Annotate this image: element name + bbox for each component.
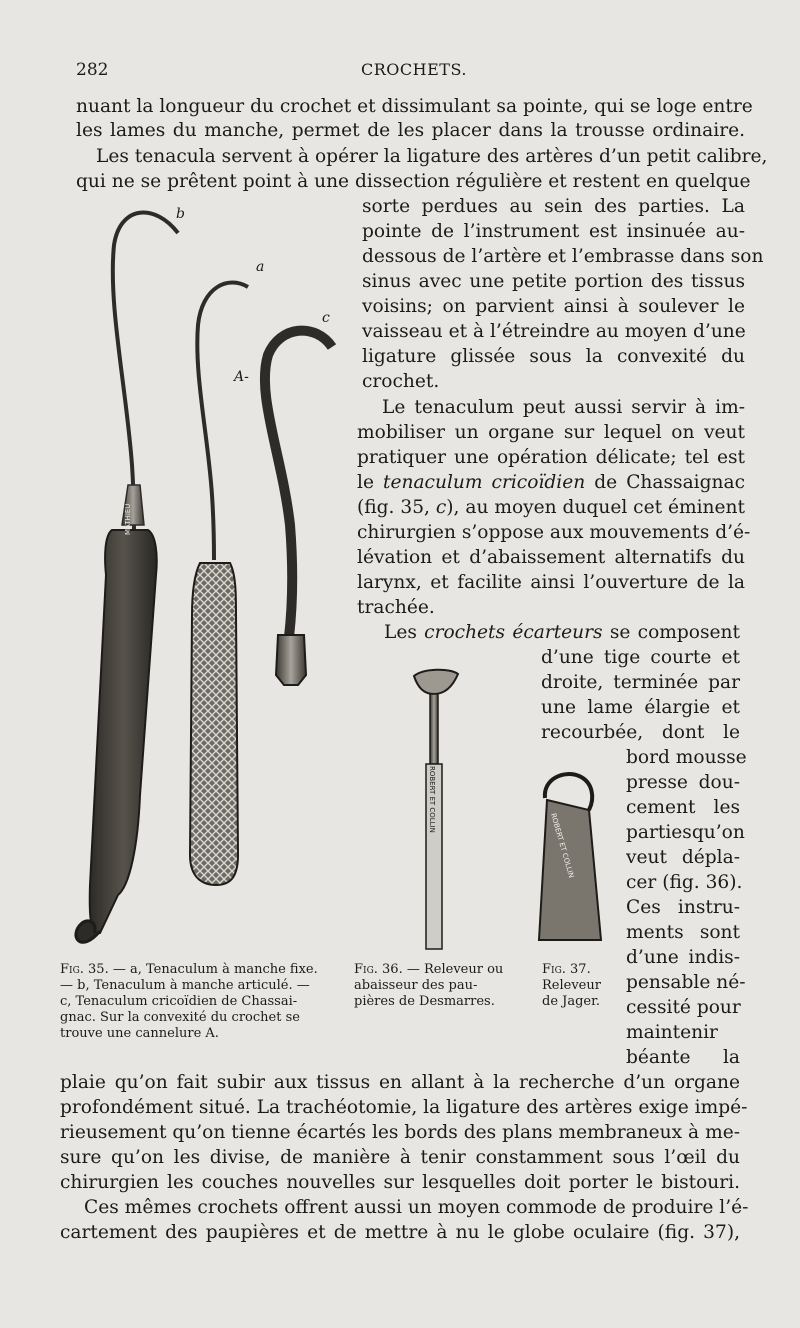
caption-line: pières de Desmarres. [354, 994, 495, 1009]
text-line: rieusement qu’on tienne écartés les bords des plans membraneux à me- [60, 1122, 740, 1143]
text-line: Le tenaculum peut aussi servir à im- [382, 397, 745, 418]
text-line: Ces mêmes crochets offrent aussi un moyen commode de produire l’é- [84, 1197, 749, 1218]
caption-fig35 [60, 962, 318, 1042]
caption-line [354, 962, 503, 978]
text-line: maintenir [626, 1022, 718, 1043]
text-line: une lame élargie et [541, 697, 740, 718]
caption-text: — Releveur ou [402, 962, 504, 977]
tenaculum-a-handle [190, 563, 238, 885]
text-line: trachée. [357, 597, 435, 618]
figure-label-a: a [256, 259, 265, 275]
text-line: Ces instru- [626, 897, 740, 918]
italic-term: tenaculum cricoïdien [383, 472, 586, 493]
italic-term: crochets écarteurs [424, 622, 603, 643]
text-line: pensable né- [626, 972, 746, 993]
tenaculum-b-hook [113, 212, 178, 530]
releveur-stem [430, 694, 438, 764]
text-line: nuant la longueur du crochet et dissimulant sa pointe, qui se loge entre [76, 96, 753, 117]
text-line: plaie qu’on fait subir aux tissus en allant à la recherche d’un organe [60, 1072, 740, 1093]
caption-fig36 [354, 962, 503, 1010]
text-line: Les tenacula servent à opérer la ligature des artères d’un petit calibre, [96, 146, 768, 167]
text-line: les lames du manche, permet de les placer dans la trousse ordinaire. [76, 120, 745, 141]
figure-35-tenacula [60, 195, 350, 955]
text-line: sure qu’on les divise, de manière à tenir constamment sous l’œil du [60, 1147, 740, 1168]
caption-text: — a, Tenaculum à manche fixe. [108, 962, 318, 977]
text-line: cer (fig. 36). [626, 872, 743, 893]
text-line: sorte perdues au sein des parties. La [362, 196, 745, 217]
text-span: ), au moyen duquel cet éminent [446, 497, 745, 518]
text-line: mobiliser un organe sur lequel on veut [357, 422, 745, 443]
text-line: crochet. [362, 371, 440, 392]
text-line: larynx, et facilite ainsi l’ouverture de la [357, 572, 745, 593]
figure-label-c: c [322, 310, 330, 326]
text-line: voisins; on parvient ainsi à soulever le [362, 296, 745, 317]
text-span: (fig. 35, [357, 497, 436, 518]
text-line: cement les [626, 797, 740, 818]
text-line: dessous de l’artère et l’embrasse dans son [362, 246, 764, 267]
text-line: ligature glissée sous la convexité du [362, 346, 745, 367]
caption-line: trouve une cannelure A. [60, 1026, 219, 1041]
caption-line: c, Tenaculum cricoïdien de Chassai- [60, 994, 298, 1009]
figure-label-A: A- [234, 369, 249, 385]
text-line: vaisseau et à l’étreindre au moyen d’une [362, 321, 746, 342]
caption-line: Releveur [542, 978, 601, 993]
figure-37-releveur [535, 770, 607, 950]
text-line: pratiquer une opération délicate; tel est [357, 447, 745, 468]
italic-term: c [435, 497, 447, 518]
caption-line: abaisseur des pau- [354, 978, 478, 993]
caption-label: Fig. 35. [60, 962, 109, 977]
engraving-mathieu: MATHIEU [124, 503, 132, 535]
text-line: bord mousse [626, 747, 747, 768]
text-span: Les [384, 622, 425, 643]
tenaculum-c-handle [276, 635, 306, 685]
text-line: recourbée, dont le [541, 722, 740, 743]
text-line: béante la [626, 1047, 740, 1068]
caption-fig37 [542, 962, 601, 1010]
text-line [384, 621, 740, 645]
caption-line: — b, Tenaculum à manche articulé. — [60, 978, 310, 993]
text-span: se composent [602, 622, 740, 643]
text-line [357, 496, 745, 520]
text-line: profondément situé. La trachéotomie, la ligature des artères exige impé- [60, 1097, 748, 1118]
text-line: droite, terminée par [541, 672, 740, 693]
tenaculum-c-hook [265, 331, 332, 645]
text-line: sinus avec une petite portion des tissus [362, 271, 745, 292]
text-line: veut dépla- [626, 847, 740, 868]
releveur-blade [414, 670, 458, 694]
caption-line: gnac. Sur la convexité du crochet se [60, 1010, 300, 1025]
caption-line: de Jager. [542, 994, 601, 1009]
text-line: cessité pour [626, 997, 741, 1018]
caption-line [60, 962, 318, 978]
running-title: CROCHETS. [361, 60, 467, 79]
text-line: d’une tige courte et [541, 647, 740, 668]
figure-label-b: b [176, 206, 185, 222]
engraving-robert-collin: ROBERT ET COLLIN [428, 766, 436, 833]
page-number: 282 [76, 60, 109, 80]
tenaculum-a-hook [197, 283, 248, 560]
text-line: partiesqu’on [626, 822, 745, 843]
engraving-robert-collin-2: ROBERT ET COLLIN [549, 812, 576, 879]
text-span: le [357, 472, 384, 493]
text-line [357, 471, 745, 495]
text-line: ments sont [626, 922, 740, 943]
text-line: d’une indis- [626, 947, 740, 968]
text-line: cartement des paupières et de mettre à nu le globe oculaire (fig. 37), [60, 1222, 740, 1243]
figure-36-releveur [406, 664, 466, 959]
text-line: lévation et d’abaissement alternatifs du [357, 547, 745, 568]
caption-label: Fig. 36. [354, 962, 403, 977]
text-line: chirurgien les couches nouvelles sur lesquelles doit porter le bistouri. [60, 1172, 740, 1193]
text-line: presse dou- [626, 772, 740, 793]
text-span: de Chassaignac [585, 472, 745, 493]
text-line: chirurgien s’oppose aux mouvements d’é- [357, 522, 751, 543]
caption-label: Fig. 37. [542, 962, 591, 977]
text-line: pointe de l’instrument est insinuée au- [362, 221, 745, 242]
text-line: qui ne se prêtent point à une dissection régulière et restent en quelque [76, 171, 751, 192]
tenaculum-b-handle [90, 530, 157, 933]
